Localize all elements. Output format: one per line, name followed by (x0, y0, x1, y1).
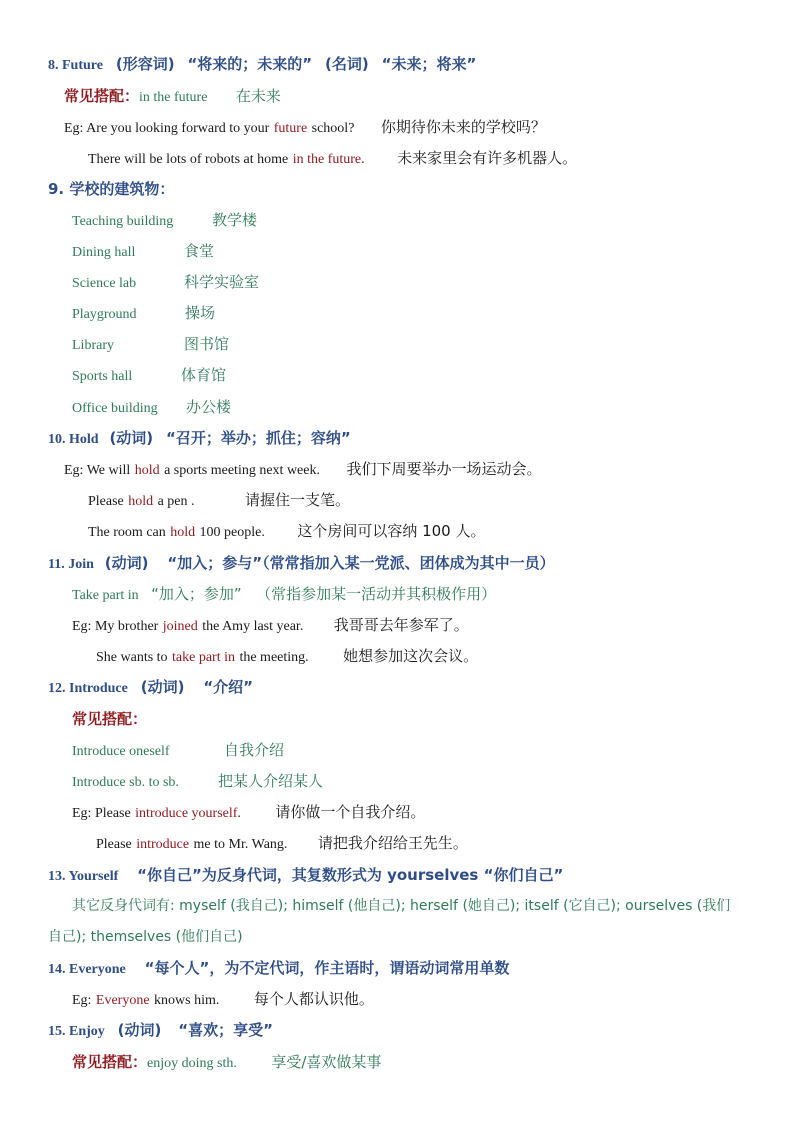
example-cn: 我们下周要举办一场运动会。 (346, 460, 542, 478)
part-of-speech: (动词) (117, 1021, 162, 1039)
example-en: me to Mr. Wang. (193, 837, 288, 852)
heading-everyone (48, 958, 509, 980)
phrase-en: Take part in (72, 588, 139, 603)
part-of-speech: (动词) (109, 429, 154, 447)
heading-hold (48, 428, 351, 450)
example-en: Eg: Are you looking forward to your (64, 121, 270, 136)
term-word: 11. Join (48, 557, 94, 572)
vocab-cn: 操场 (185, 304, 216, 322)
heading-yourself (48, 865, 563, 887)
example-keyword: introduce yourself (135, 806, 238, 821)
term-meaning: “将来的；未来的” (187, 55, 313, 73)
example-row (64, 117, 546, 139)
example-cn: 请握住一支笔。 (244, 491, 350, 509)
example-keyword: Everyone (95, 993, 150, 1008)
term-word: 12. Introduce (48, 681, 128, 696)
example-en: Eg: My brother (72, 619, 159, 634)
part-of-speech: (名词) (325, 55, 369, 73)
vocab-en: Sports hall (72, 369, 133, 384)
example-row (72, 615, 469, 637)
note-row (48, 927, 243, 947)
collocation-label: 常见搭配： (72, 1053, 148, 1071)
vocab-en: Library (72, 338, 114, 353)
example-en: . (237, 806, 241, 821)
collocation-row (72, 771, 323, 793)
term-meaning: “介绍” (203, 678, 254, 696)
example-en: a sports meeting next week. (164, 463, 320, 478)
example-cn: 这个房间可以容纳 100 人。 (297, 522, 486, 540)
part-of-speech: (动词) (104, 554, 149, 572)
heading-introduce (48, 677, 253, 699)
example-row (72, 989, 374, 1011)
example-en: . (361, 152, 365, 167)
vocab-cn: 体育馆 (181, 366, 227, 384)
example-row (88, 490, 350, 512)
example-keyword: hold (128, 494, 154, 509)
vocab-en: Office building (72, 401, 158, 416)
example-cn: 请把我介绍给王先生。 (317, 834, 468, 852)
example-row (96, 646, 478, 668)
vocab-cn: 图书馆 (184, 335, 230, 353)
example-en: The room can (88, 525, 166, 540)
example-en: a pen . (157, 494, 195, 509)
vocab-cn: 教学楼 (212, 211, 258, 229)
reflexive-list: 自己); themselves (他们自己) (48, 929, 243, 945)
example-en: Eg: (72, 993, 92, 1008)
vocab-row (72, 241, 214, 263)
collocation-row (72, 1052, 381, 1074)
collocation-en: Introduce oneself (72, 744, 170, 759)
example-en: Eg: Please (72, 806, 131, 821)
collocation-row (64, 86, 281, 108)
vocab-row (72, 272, 259, 294)
example-keyword: hold (170, 525, 196, 540)
collocation-label: 常见搭配： (64, 87, 140, 105)
example-en: school? (311, 121, 355, 136)
term-meaning: “加入；参与”（常常指加入某一党派、团体成为其中一员） (167, 554, 555, 572)
vocab-row (72, 397, 231, 419)
term-meaning: “召开；举办；抓住；容纳” (166, 429, 351, 447)
term-meaning: “你自己”为反身代词，其复数形式为 yourselves “你们自己” (137, 866, 564, 884)
collocation-en: Introduce sb. to sb. (72, 775, 179, 790)
heading-future (48, 54, 476, 76)
example-cn: 请你做一个自我介绍。 (275, 803, 426, 821)
vocab-row (72, 334, 229, 356)
example-en: There will be lots of robots at home (88, 152, 289, 167)
vocab-cn: 办公楼 (186, 398, 232, 416)
example-row (96, 833, 468, 855)
example-row (88, 148, 577, 170)
collocation-cn: 享受/喜欢做某事 (271, 1053, 382, 1071)
term-word: 8. Future (48, 58, 103, 73)
term-word: 14. Everyone (48, 962, 126, 977)
example-keyword: introduce (136, 837, 190, 852)
example-cn: 我哥哥去年参军了。 (333, 616, 469, 634)
vocab-cn: 食堂 (184, 242, 215, 260)
term-meaning: “未来；将来” (381, 55, 477, 73)
reflexive-list: 其它反身代词有: myself (我自己); himself (他自己); herself (她自己); itself (它自己); ourselves (我们 (72, 898, 731, 914)
term-meaning: “每个人”，为不定代词，作主语时，谓语动词常用单数 (144, 959, 510, 977)
collocation-cn: 把某人介绍某人 (218, 772, 324, 790)
example-en: Please (88, 494, 124, 509)
vocab-en: Dining hall (72, 245, 136, 260)
vocab-en: Science lab (72, 276, 137, 291)
example-keyword: in the future (292, 152, 362, 167)
term-word: 13. Yourself (48, 869, 119, 884)
example-cn: 未来家里会有许多机器人。 (397, 149, 578, 167)
example-en: She wants to (96, 650, 168, 665)
vocab-cn: 科学实验室 (184, 273, 260, 291)
collocation-cn: 自我介绍 (224, 741, 285, 759)
section-title: 9. 学校的建筑物： (48, 180, 175, 198)
example-row (72, 802, 425, 824)
example-en: the Amy last year. (202, 619, 304, 634)
phrase-meaning: “加入；参加” (151, 585, 242, 603)
vocab-row (72, 303, 215, 325)
example-keyword: future (273, 121, 308, 136)
example-row (88, 521, 486, 543)
term-meaning: “喜欢；享受” (178, 1021, 273, 1039)
example-row (64, 459, 541, 481)
example-en: the meeting. (239, 650, 309, 665)
collocation-row (72, 709, 147, 730)
heading-enjoy (48, 1020, 273, 1042)
note-row (72, 896, 730, 916)
example-keyword: take part in (172, 650, 235, 665)
heading-join (48, 553, 555, 575)
example-keyword: joined (162, 619, 198, 634)
example-cn: 你期待你未来的学校吗？ (380, 118, 546, 136)
collocation-en: in the future (139, 90, 208, 105)
example-en: knows him. (154, 993, 220, 1008)
part-of-speech: (形容词) (115, 55, 175, 73)
part-of-speech: (动词) (140, 678, 185, 696)
vocab-en: Playground (72, 307, 137, 322)
example-en: Please (96, 837, 132, 852)
vocab-row (72, 210, 257, 232)
example-cn: 每个人都认识他。 (253, 990, 374, 1008)
collocation-row (72, 740, 284, 762)
heading-school-buildings (48, 179, 174, 200)
vocab-en: Teaching building (72, 214, 174, 229)
example-keyword: hold (134, 463, 160, 478)
term-word: 10. Hold (48, 432, 99, 447)
term-word: 15. Enjoy (48, 1024, 105, 1039)
vocab-row (72, 365, 226, 387)
example-en: Eg: We will (64, 463, 131, 478)
example-cn: 她想参加这次会议。 (343, 647, 479, 665)
example-en: 100 people. (199, 525, 265, 540)
phrase-row (72, 584, 496, 606)
collocation-label: 常见搭配： (72, 710, 148, 728)
phrase-note: （常指参加某一活动并其积极作用） (256, 585, 497, 603)
collocation-en: enjoy doing sth. (147, 1056, 237, 1071)
collocation-cn: 在未来 (235, 87, 281, 105)
